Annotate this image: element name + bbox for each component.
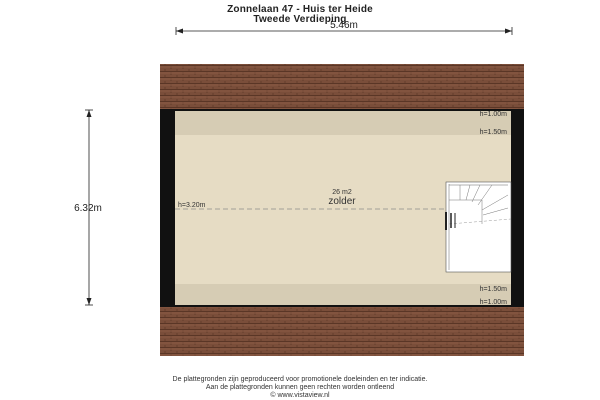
- height-ridge: h=3.20m: [178, 202, 206, 209]
- width-label: 5.46m: [330, 20, 358, 31]
- room-area: 26 m2: [332, 189, 352, 196]
- plan-title: Zonnelaan 47 - Huis ter Heide: [227, 4, 373, 15]
- room-name: zolder: [328, 196, 356, 207]
- height-bottom-outer: h=1.00m: [479, 299, 507, 306]
- height-bottom-inner: h=1.50m: [479, 286, 507, 293]
- depth-label: 6.32m: [74, 203, 102, 214]
- copyright-link[interactable]: © www.vistaview.nl: [270, 392, 330, 399]
- low-ceiling-zone-bottom: [175, 284, 511, 305]
- disclaimer-line-1: De plattegronden zijn geproduceerd voor promotionele doeleinden en ter indicatie.: [172, 376, 428, 383]
- depth-dimension: [74, 110, 102, 305]
- width-dimension: [176, 20, 512, 35]
- staircase: [446, 182, 511, 272]
- low-ceiling-zone-top: [175, 111, 511, 135]
- disclaimer-line-2: Aan de plattegronden kunnen geen rechten worden ontleend: [205, 384, 395, 391]
- floor-name: Tweede Verdieping: [253, 14, 347, 25]
- height-top-outer: h=1.00m: [479, 111, 507, 118]
- height-top-inner: h=1.50m: [479, 129, 507, 136]
